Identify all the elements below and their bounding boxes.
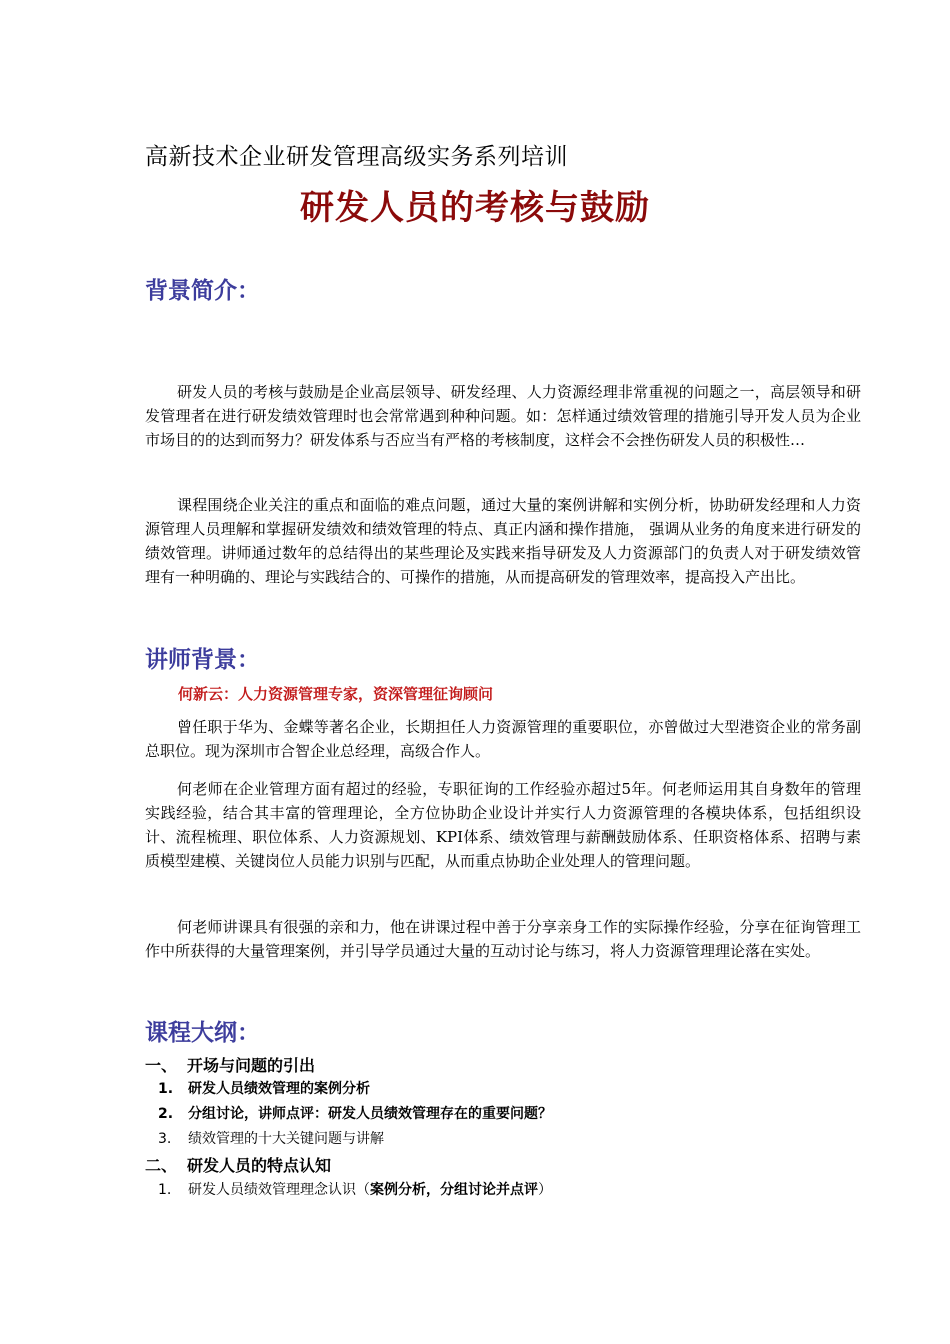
background-heading: 背景简介： xyxy=(145,278,260,304)
outline-item-text-end: ） xyxy=(538,1182,552,1198)
outline-heading: 课程大纲： xyxy=(145,1020,260,1046)
lecturer-paragraph-3: 何老师讲课具有很强的亲和力，他在讲课过程中善于分享亲身工作的实际操作经验，分享在征询管理工作中所获得的大量管理案例，并引导学员通过大量的互动讨论与练习，将人力资源管理理论落在实处。 xyxy=(145,918,861,960)
outline-section-number: 一、 xyxy=(145,1056,178,1075)
outline-item-number: 1. xyxy=(158,1182,172,1198)
outline-item xyxy=(158,1103,552,1123)
lecturer-paragraph-2: 何老师在企业管理方面有超过的经验，专职征询的工作经验亦超过5年。何老师运用其自身数年的管理实践经验，结合其丰富的管理理论，全方位协助企业设计并实行人力资源管理的各模块体系，包括组织设计、流程梳理、职位体系、人力资源规划、KPI体系、绩效管理与薪酬鼓励体系、任职资格体系、招聘与素质模型建模、关键岗位人员能力识别与匹配，从而重点协助企业处理人的管理问题。 xyxy=(145,780,861,870)
main-title: 研发人员的考核与鼓励 xyxy=(300,188,650,228)
background-paragraph-1: 研发人员的考核与鼓励是企业高层领导、研发经理、人力资源经理非常重视的问题之一，高层领导和研发管理者在进行研发绩效管理时也会常常遇到种种问题。如：怎样通过绩效管理的措施引导开发人员为企业市场目的的达到而努力？研发体系与否应当有严格的考核制度，这样会不会挫伤研发人员的积极性… xyxy=(145,383,861,449)
outline-item-number: 1. xyxy=(158,1081,174,1097)
outline-item-text: 分组讨论，讲师点评：研发人员绩效管理存在的重要问题？ xyxy=(188,1106,552,1122)
background-paragraph-2: 课程围绕企业关注的重点和面临的难点问题，通过大量的案例讲解和实例分析，协助研发经理和人力资源管理人员理解和掌握研发绩效和绩效管理的特点、真正内涵和操作措施， 强调从业务的角度来进行研发的绩效管理。讲师通过数年的总结得出的某些理论及实践来指导研发及人力资源部门的负责人对于研发绩效管理有一种明确的、理论与实践结合的、可操作的措施，从而提高研发的管理效率，提高投入产出比。 xyxy=(145,496,861,586)
outline-section-title: 研发人员的特点认知 xyxy=(187,1156,332,1175)
outline-item-number: 3. xyxy=(158,1131,172,1147)
outline-section-2 xyxy=(145,1153,331,1176)
series-title: 高新技术企业研发管理高级实务系列培训 xyxy=(145,144,568,170)
outline-item-number: 2. xyxy=(158,1106,174,1122)
outline-section-title: 开场与问题的引出 xyxy=(187,1056,316,1075)
outline-item xyxy=(158,1078,370,1098)
outline-item xyxy=(158,1179,552,1199)
lecturer-name-line: 何新云：人力资源管理专家，资深管理征询顾问 xyxy=(178,685,494,703)
outline-item-text: 绩效管理的十大关键问题与讲解 xyxy=(188,1131,384,1147)
lecturer-heading: 讲师背景： xyxy=(145,647,260,673)
outline-item-emphasis: 案例分析，分组讨论并点评 xyxy=(370,1182,538,1198)
outline-item-text: 研发人员绩效管理理念认识（ xyxy=(188,1182,370,1198)
outline-section-1 xyxy=(145,1053,315,1076)
outline-item xyxy=(158,1128,384,1148)
lecturer-paragraph-1: 曾任职于华为、金蝶等著名企业，长期担任人力资源管理的重要职位，亦曾做过大型港资企业的常务副总职位。现为深圳市合智企业总经理，高级合作人。 xyxy=(145,718,861,760)
outline-section-number: 二、 xyxy=(145,1156,178,1175)
outline-item-text: 研发人员绩效管理的案例分析 xyxy=(188,1081,370,1097)
